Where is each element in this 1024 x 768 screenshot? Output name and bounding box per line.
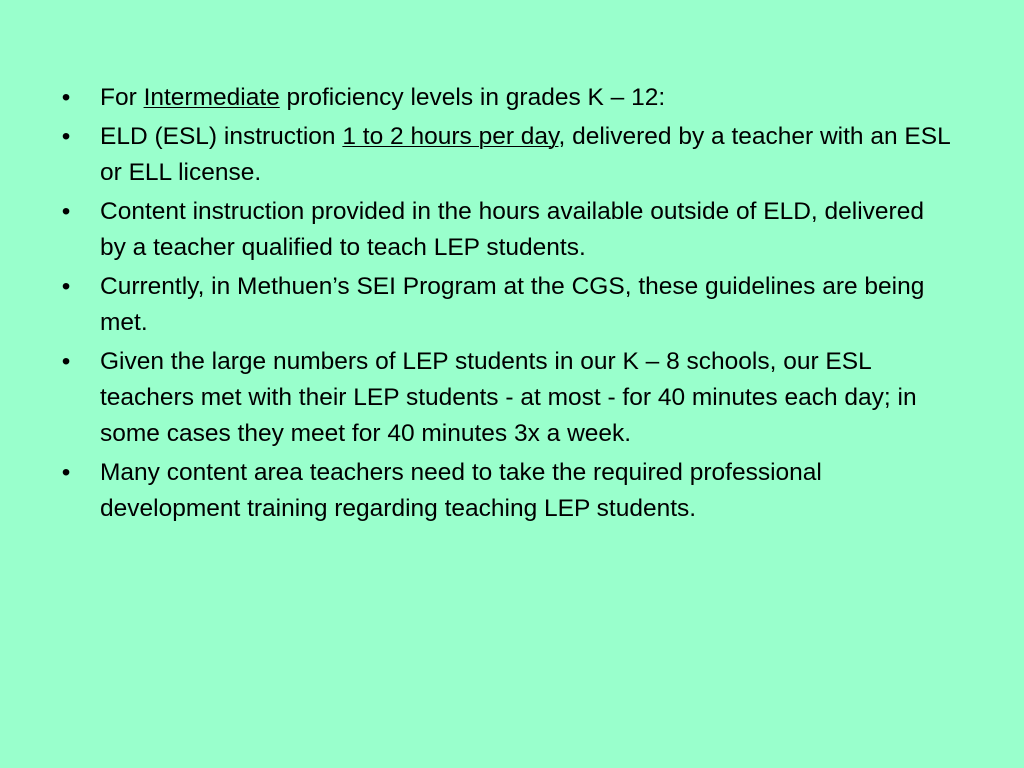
- bullet-item-intermediate-levels: [56, 80, 956, 116]
- bullet-text-underlined: 1 to 2 hours per day: [342, 123, 559, 150]
- bullet-text: Many content area teachers need to take the required professional development training regarding teaching LEP students.: [100, 459, 822, 522]
- bullet-dot-icon: •: [61, 123, 71, 150]
- bullet-text: Given the large numbers of LEP students in our K – 8 schools, our ESL teachers met with their LEP students - at most - for 40 minutes each day; in some cases they meet for 40 minutes 3x a week.: [100, 348, 917, 447]
- bullet-dot-icon: •: [61, 348, 71, 375]
- bullet-text-post: , delivered by a teacher with an ESL or ELL license.: [100, 123, 950, 186]
- bullet-item-professional-development: [56, 455, 956, 527]
- bullet-text: Currently, in Methuen’s SEI Program at the CGS, these guidelines are being met.: [100, 273, 925, 336]
- bullet-item-eld-instruction: [56, 119, 956, 191]
- bullet-item-esl-teachers-time: [56, 344, 956, 452]
- bullet-dot-icon: •: [61, 273, 71, 300]
- bullet-dot-icon: •: [61, 84, 71, 111]
- bullet-text-pre: For: [100, 84, 144, 111]
- bullet-text-post: proficiency levels in grades K – 12:: [279, 84, 666, 111]
- bullet-list: [56, 80, 956, 530]
- bullet-item-content-instruction: [56, 194, 956, 266]
- bullet-dot-icon: •: [61, 459, 71, 486]
- bullet-text: Content instruction provided in the hours available outside of ELD, delivered by a teacher qualified to teach LEP students.: [100, 198, 924, 261]
- bullet-text-pre: ELD (ESL) instruction: [100, 123, 343, 150]
- bullet-dot-icon: •: [61, 198, 71, 225]
- bullet-item-sei-program: [56, 269, 956, 341]
- bullet-text-underlined: Intermediate: [143, 84, 280, 111]
